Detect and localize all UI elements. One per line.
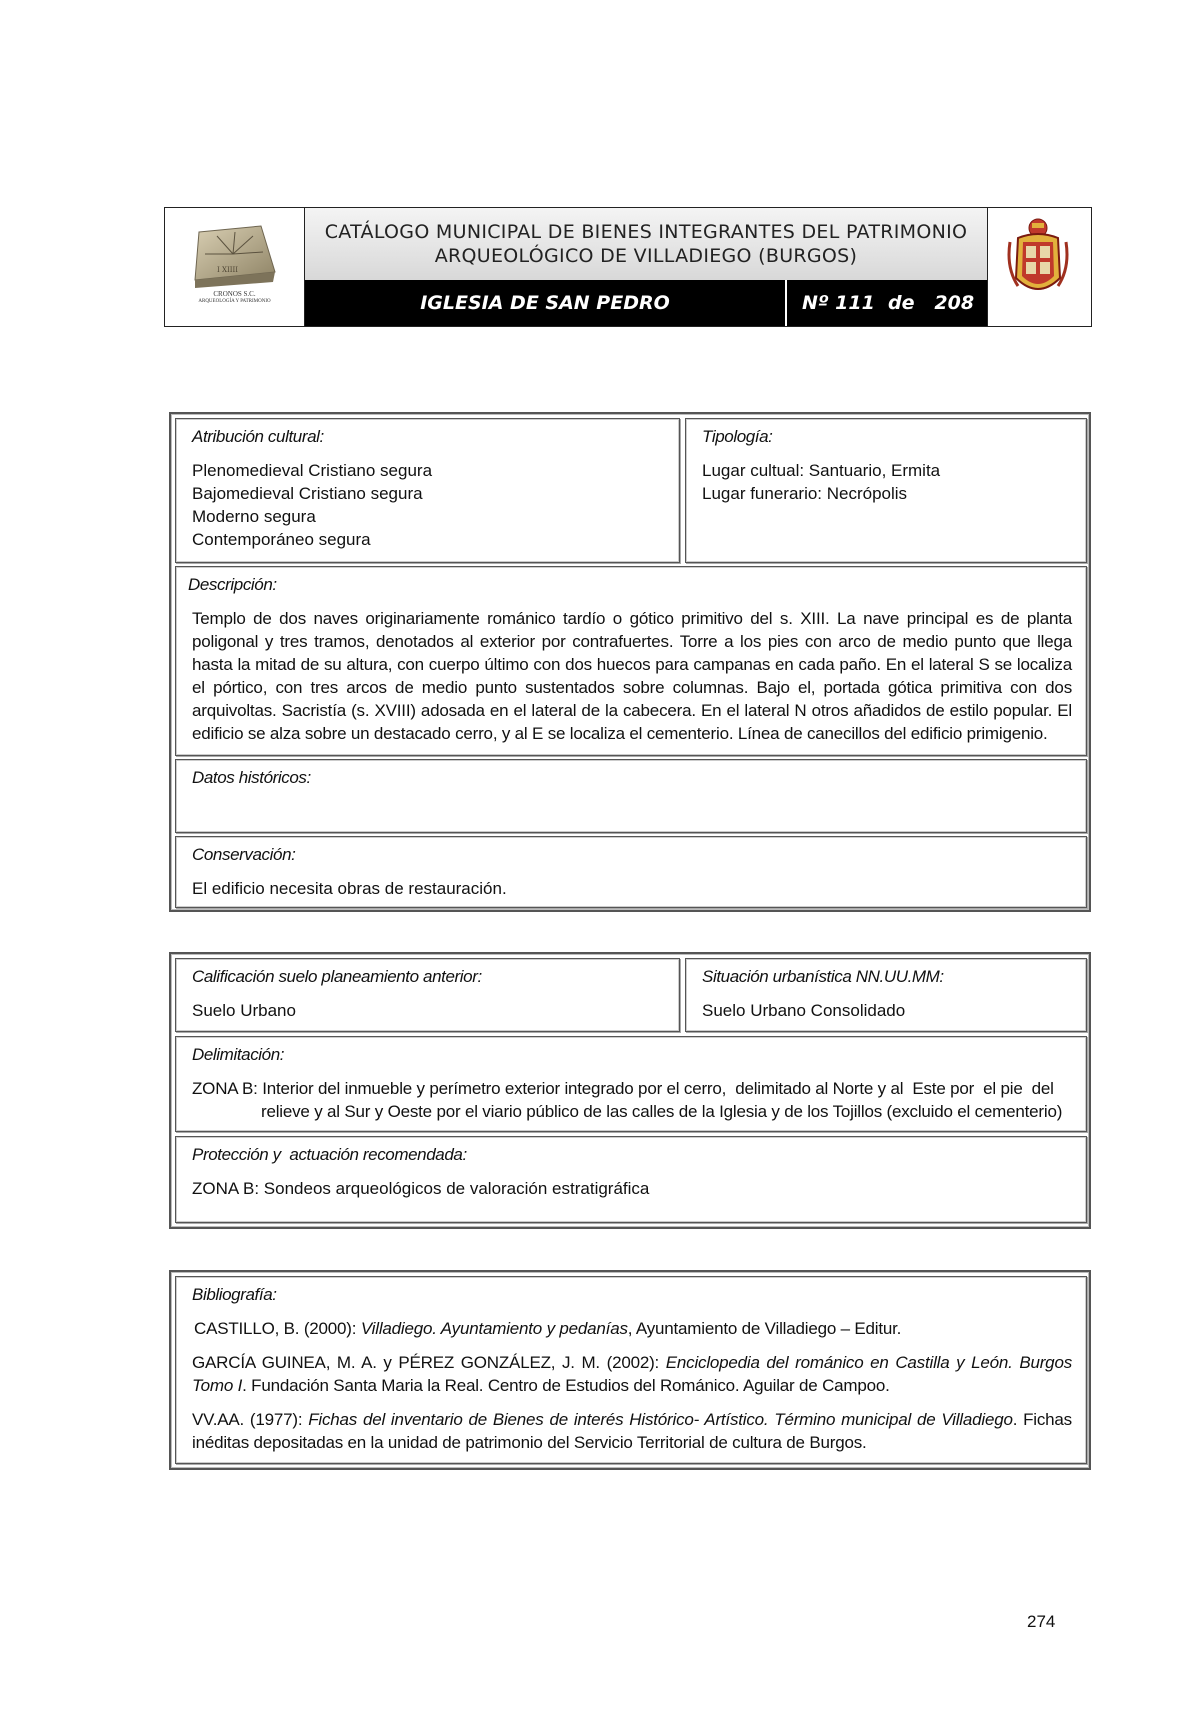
sundial-stone-icon — [165, 208, 303, 326]
conservation-label: Conservación: — [192, 845, 296, 864]
page-number: 274 — [1027, 1612, 1056, 1631]
conservation-cell — [175, 836, 1087, 908]
historical-data-label: Datos históricos: — [192, 768, 311, 787]
urban-status-text: Suelo Urbano Consolidado — [702, 1001, 906, 1020]
description-label: Descripción: — [188, 575, 277, 594]
cultural-attribution-item: Contemporáneo segura — [192, 530, 371, 549]
section-cultural-info — [169, 412, 1091, 912]
delimitation-line-1: ZONA B: Interior del inmueble y perímetro exterior integrado por el cerro, delimitado al Norte y al Este por el pie del — [192, 1079, 1054, 1098]
typology-cell — [685, 418, 1087, 563]
prior-land-classification-text: Suelo Urbano — [192, 1001, 296, 1020]
section-bibliography — [169, 1270, 1091, 1470]
cultural-attribution-label: Atribución cultural: — [192, 427, 324, 446]
prior-land-classification-label: Calificación suelo planeamiento anterior: — [192, 967, 482, 986]
bibliography-label: Bibliografía: — [192, 1285, 277, 1304]
description-cell — [175, 566, 1087, 756]
cultural-attribution-list — [192, 459, 432, 551]
urban-status-label: Situación urbanística NN.UU.MM: — [702, 967, 944, 986]
typology-label: Tipología: — [702, 427, 773, 446]
urban-status-wrap — [702, 999, 905, 1022]
urban-status-cell — [685, 958, 1087, 1032]
delimitation-line-2: relieve y al Sur y Oeste por el viario público de las calles de la Iglesia y de los Tojillos (excluido el cementerio) — [261, 1102, 1063, 1121]
site-name: IGLESIA DE SAN PEDRO — [305, 280, 787, 326]
delimitation-text — [192, 1077, 1074, 1123]
record-number: Nº 111 de 208 — [801, 292, 975, 314]
ref-publisher: . Fundación Santa Maria la Real. Centro de Estudios del Románico. Aguilar de Campoo. — [242, 1376, 890, 1395]
cronos-logo — [165, 208, 305, 326]
bibliography-entry — [192, 1317, 1072, 1340]
delimitation-cell — [175, 1036, 1087, 1132]
ref-title: Fichas del inventario de Bienes de interés Histórico- Artístico. Término municipal de Villadiego — [308, 1410, 1013, 1429]
logo-caption-tagline: ARQUEOLOGÍA Y PATRIMONIO — [198, 299, 271, 304]
ref-title: Villadiego. Ayuntamiento y pedanías — [360, 1319, 628, 1338]
typology-item: Lugar funerario: Necrópolis — [702, 484, 908, 503]
cultural-attribution-cell — [175, 418, 680, 563]
ref-publisher: . Fichas inéditas depositadas en la unidad de patrimonio del Servicio Territorial de cultura de Burgos. — [192, 1410, 1072, 1452]
ref-author: VV.AA. (1977): — [192, 1410, 309, 1429]
protection-label: Protección y actuación recomendada: — [192, 1145, 467, 1164]
villadiego-coat-of-arms — [987, 208, 1091, 326]
delimitation-label: Delimitación: — [192, 1045, 285, 1064]
typology-list — [702, 459, 940, 505]
bibliography-entry — [192, 1408, 1072, 1454]
catalog-title-line2: ARQUEOLÓGICO DE VILLADIEGO (BURGOS) — [434, 245, 858, 267]
description-text: Templo de dos naves originariamente románico tardío o gótico primitivo del s. XIII. La nave principal es de planta poligonal y tres tramos, denotados al exterior por contrafuertes. Torre a los pies con arco de medio punto que llega hasta la mitad de su altura, con cuerpo último con dos huecos para campanas en cada paño. En el lateral S se localiza el pórtico, con tres arcos de medio punto sustentados sobre columnas. Bajo el, portada gótica primitiva con dos arquivoltas. Sacristía (s. XVIII) adosada en el lateral de la cabecera. En el lateral N otros añadidos de estilo popular. El edificio se alza sobre un destacado cerro, y al E se localiza el cementerio. Línea de canecillos del edificio primigenio. — [192, 609, 1072, 743]
ref-author: CASTILLO, B. (2000): — [194, 1319, 361, 1338]
conservation-text: El edificio necesita obras de restauración. — [192, 879, 507, 898]
svg-text:I XIIII: I XIIII — [217, 266, 239, 274]
catalog-title — [305, 208, 987, 280]
conservation-text-wrap — [192, 877, 507, 900]
prior-land-classification-cell — [175, 958, 680, 1032]
logo-caption-name: CRONOS S.C. — [213, 290, 256, 298]
prior-land-classification-wrap — [192, 999, 296, 1022]
section-urban-planning — [169, 952, 1091, 1229]
ref-title: Enciclopedia del románico en Castilla y León. Burgos Tomo I — [192, 1353, 1072, 1395]
historical-data-cell — [175, 759, 1087, 833]
ref-author: GARCÍA GUINEA, M. A. y PÉREZ GONZÁLEZ, J. M. (2002): — [192, 1353, 666, 1372]
protection-wrap — [192, 1177, 649, 1200]
ref-publisher: , Ayuntamiento de Villadiego – Editur. — [627, 1319, 902, 1338]
bibliography-cell — [175, 1276, 1087, 1464]
cultural-attribution-item: Bajomedieval Cristiano segura — [192, 484, 423, 503]
typology-item: Lugar cultual: Santuario, Ermita — [702, 461, 941, 480]
bibliography-list — [192, 1317, 1072, 1465]
catalog-header — [164, 207, 1092, 327]
protection-cell — [175, 1136, 1087, 1223]
cultural-attribution-item: Moderno segura — [192, 507, 316, 526]
protection-text: ZONA B: Sondeos arqueológicos de valoración estratigráfica — [192, 1179, 650, 1198]
cultural-attribution-item: Plenomedieval Cristiano segura — [192, 461, 433, 480]
bibliography-entry — [192, 1351, 1072, 1397]
record-bar — [305, 280, 987, 326]
catalog-title-line1: CATÁLOGO MUNICIPAL DE BIENES INTEGRANTES DEL PATRIMONIO — [324, 221, 968, 243]
coat-of-arms-icon — [988, 208, 1090, 326]
